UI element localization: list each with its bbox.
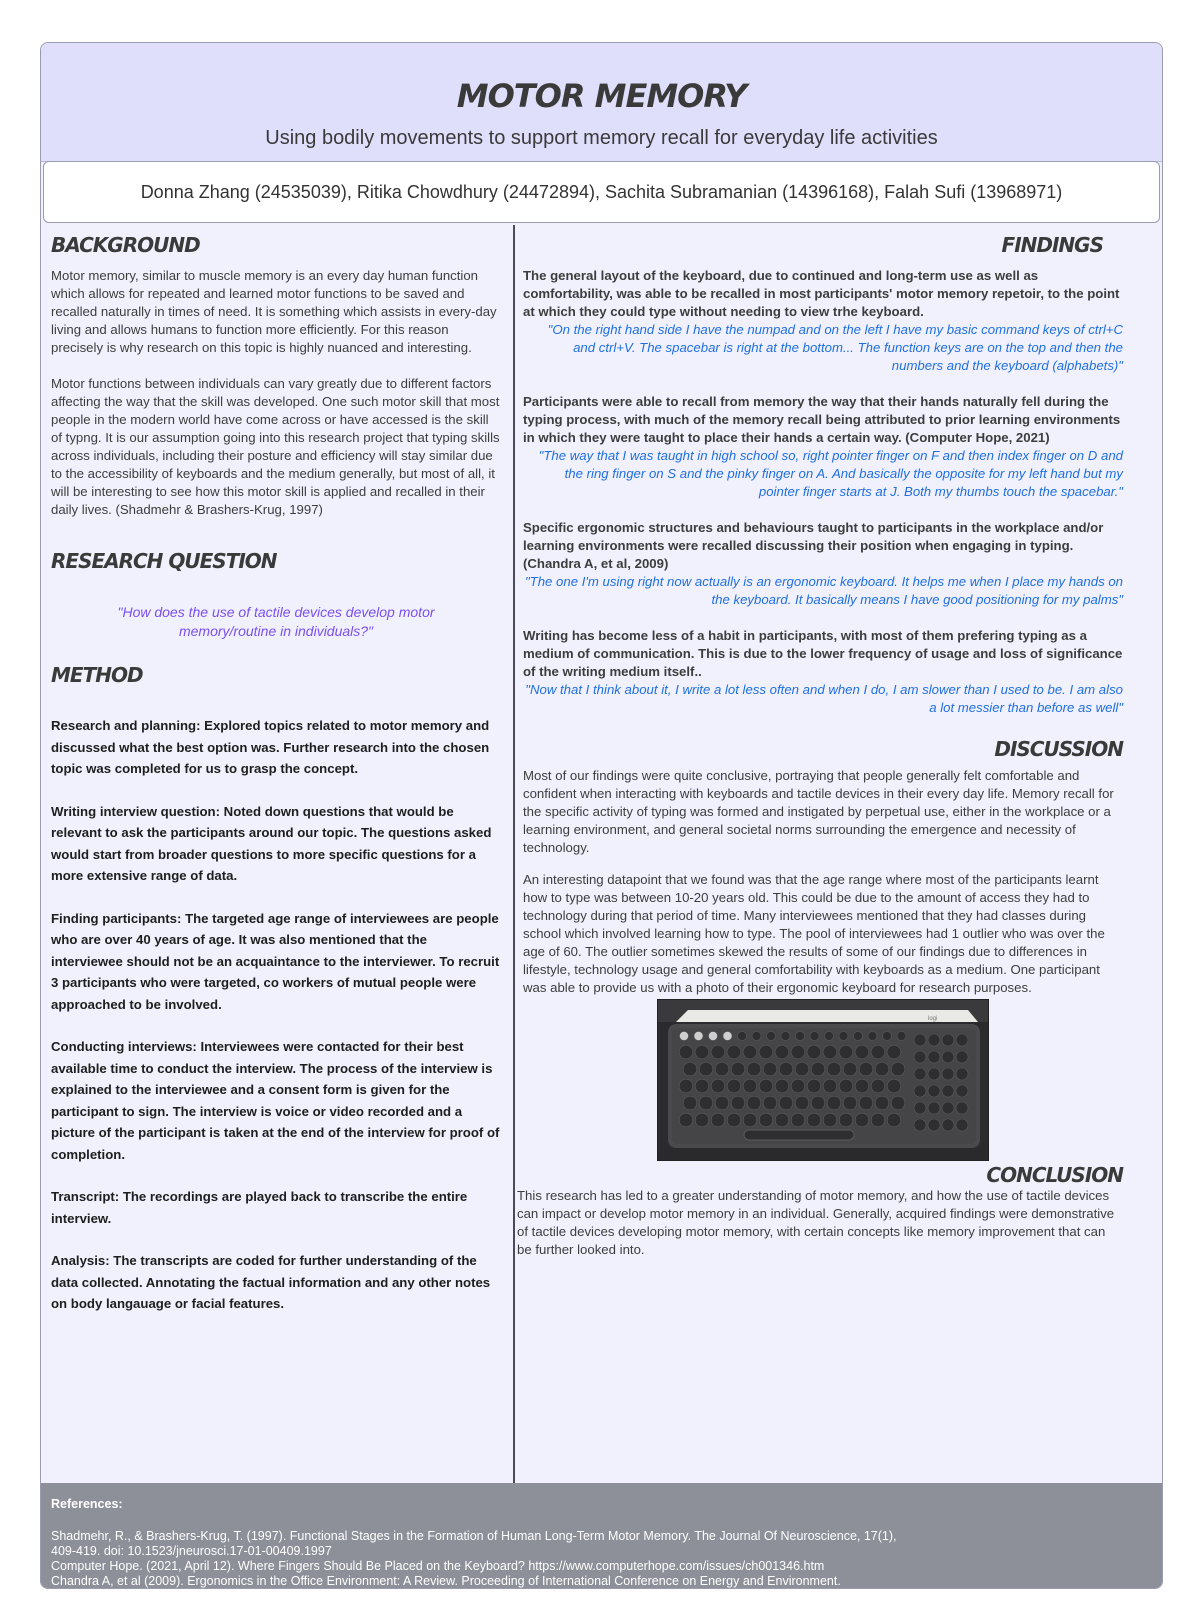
conclusion-text: This research has led to a greater understanding of motor memory, and how the use of tactile devices can impact or develop motor memory in an individual. Generally, acquired findings were demonstrative of tactile devices developing motor memory, with certain concepts like memory improvement that can be further looked into. <box>517 1188 1115 1257</box>
finding-quote: "The way that I was taught in high school so, right pointer finger on F and then index finger on D and the ring finger on S and the pinky finger on A. And basically the opposite for my left hand but my pointer finger starts at J. Both my thumbs touch the spacebar." <box>538 448 1123 499</box>
keyboard-key <box>942 1119 954 1131</box>
keyboard-key <box>795 1062 809 1076</box>
keyboard-key <box>727 1079 741 1093</box>
method-title: METHOD <box>51 663 143 687</box>
keyboard-spacebar <box>744 1130 854 1140</box>
keyboard-photo <box>657 999 989 1161</box>
poster <box>40 42 1163 1589</box>
keyboard-key <box>942 1085 954 1097</box>
keyboard-key <box>679 1045 693 1059</box>
keyboard-key <box>781 1032 790 1041</box>
conclusion-title: CONCLUSION <box>986 1163 1123 1187</box>
method-item-participants: Finding participants: The targeted age range of interviewees are people who are over 40 years of age. It was also mentioned that the interviewee should not be an acquaintance to the interviewer. To recruit 3 participants who were targeted, co workers of mutual people were approached to be involved. <box>51 910 500 1012</box>
keyboard-key <box>767 1032 776 1041</box>
keyboard-key <box>871 1113 885 1127</box>
keyboard-key <box>694 1032 703 1041</box>
keyboard-key <box>891 1062 905 1076</box>
keyboard-key <box>711 1045 725 1059</box>
keyboard-key <box>738 1032 747 1041</box>
keyboard-key <box>928 1051 940 1063</box>
keyboard-key <box>711 1079 725 1093</box>
keyboard-key <box>855 1113 869 1127</box>
keyboard-key <box>723 1032 732 1041</box>
finding-block <box>523 393 1123 501</box>
keyboard-key <box>839 1113 853 1127</box>
keyboard-key <box>956 1034 968 1046</box>
keyboard-key <box>914 1119 926 1131</box>
keyboard-key <box>928 1034 940 1046</box>
reference-line: Shadmehr, R., & Brashers-Krug, T. (1997). Functional Stages in the Formation of Human Long-Term Motor Memory. The Journal Of Neuroscience, 17(1), <box>51 1529 897 1543</box>
keyboard-key <box>810 1032 819 1041</box>
keyboard-key <box>928 1068 940 1080</box>
right-column <box>517 233 1123 1259</box>
method-item-interviews: Conducting interviews: Interviewees were contacted for their best available time to conduct the interview. The process of the interview is explained to the interviewee and a consent form is given for the participant to sign. The interview is voice or video recorded and a picture of the participant is taken at the end of the interview for proof of completion. <box>51 1039 500 1162</box>
keyboard-key <box>839 1045 853 1059</box>
keyboard-key <box>683 1062 697 1076</box>
keyboard-key <box>715 1062 729 1076</box>
keyboard-key <box>914 1085 926 1097</box>
keyboard-key <box>747 1062 761 1076</box>
keyboard-key <box>897 1032 906 1041</box>
keyboard-key <box>956 1068 968 1080</box>
keyboard-key <box>796 1032 805 1041</box>
authors-box <box>43 161 1160 223</box>
keyboard-image <box>658 1000 988 1160</box>
keyboard-key <box>956 1085 968 1097</box>
keyboard-key <box>791 1113 805 1127</box>
keyboard-key <box>883 1032 892 1041</box>
keyboard-key <box>711 1113 725 1127</box>
background-title: BACKGROUND <box>51 233 200 257</box>
keyboard-key <box>928 1085 940 1097</box>
keyboard-key <box>914 1102 926 1114</box>
keyboard-key <box>715 1096 729 1110</box>
keyboard-key <box>914 1051 926 1063</box>
keyboard-key <box>743 1045 757 1059</box>
keyboard-key <box>942 1051 954 1063</box>
keyboard-key <box>868 1032 877 1041</box>
keyboard-key <box>843 1096 857 1110</box>
keyboard-key <box>942 1034 954 1046</box>
keyboard-key <box>695 1113 709 1127</box>
finding-block <box>523 627 1123 717</box>
method-item-questions: Writing interview question: Noted down questions that would be relevant to ask the participants around our topic. The questions asked would start from broader questions to more specific questions for a more extensive range of data. <box>51 803 492 883</box>
method-item-analysis: Analysis: The transcripts are coded for further understanding of the data collected. Annotating the factual information and any other notes on body langauage or facial features. <box>51 1253 491 1311</box>
keyboard-key <box>779 1096 793 1110</box>
keyboard-key <box>695 1045 709 1059</box>
keyboard-key <box>731 1096 745 1110</box>
keyboard-key <box>887 1045 901 1059</box>
keyboard-key <box>843 1062 857 1076</box>
keyboard-key <box>807 1079 821 1093</box>
keyboard-key <box>811 1062 825 1076</box>
keyboard-key <box>914 1068 926 1080</box>
keyboard-key <box>928 1119 940 1131</box>
keyboard-key <box>775 1045 789 1059</box>
keyboard-key <box>811 1096 825 1110</box>
left-column <box>51 233 501 1336</box>
keyboard-key <box>680 1032 689 1041</box>
keyboard-key <box>859 1096 873 1110</box>
keyboard-key <box>695 1079 709 1093</box>
finding-text: Participants were able to recall from memory the way that their hands naturally fell during the typing process, with much of the memory recall being attributed to prior learning environments in which they were taught to place their hands a certain way. (Computer Hope, 2021) <box>523 394 1121 445</box>
background-paragraph-2: Motor functions between individuals can vary greatly due to different factors affecting the way that the skill was developed. One such motor skill that most people in the modern world have come across or have accessed is the skill of typng. It is our assumption going into this research project that typing skills across individuals, including their posture and efficiency will stay similar due to the accessibility of keyboards and the medium generally, but most of all, it will be interesting to see how this motor skill is applied and recalled in their daily lives. (Shadmehr & Brashers-Krug, 1997) <box>51 376 500 517</box>
keyboard-key <box>887 1079 901 1093</box>
keyboard-key <box>679 1079 693 1093</box>
keyboard-key <box>827 1096 841 1110</box>
keyboard-key <box>823 1113 837 1127</box>
keyboard-key <box>839 1079 853 1093</box>
keyboard-key <box>727 1113 741 1127</box>
reference-line: Computer Hope. (2021, April 12). Where Fingers Should Be Placed on the Keyboard? https://www.computerhope.com/issues/ch001346.htm <box>51 1559 825 1573</box>
keyboard-key <box>956 1119 968 1131</box>
discussion-title: DISCUSSION <box>994 737 1123 761</box>
keyboard-key <box>942 1102 954 1114</box>
keyboard-key <box>775 1113 789 1127</box>
background-paragraph-1: Motor memory, similar to muscle memory is an every day human function which allows for repeated and learned motor functions to be saved and recalled naturally in times of need. It is something which assists in every-day living and allows humans to function more efficiently. For this reason precisely is why research on this topic is highly nuanced and interesting. <box>51 268 497 355</box>
keyboard-key <box>791 1045 805 1059</box>
keyboard-brand-label: logi <box>928 1016 938 1022</box>
finding-quote: "The one I'm using right now actually is an ergonomic keyboard. It helps me when I place my hands on the keyboard. It basically means I have good positioning for my palms" <box>524 574 1123 607</box>
method-item-research: Research and planning: Explored topics related to motor memory and discussed what the best option was. Further research into the chosen topic was completed for us to grasp the concept. <box>51 718 490 776</box>
discussion-paragraph-2: An interesting datapoint that we found was that the age range where most of the participants learnt how to type was between 10-20 years old. This could be due to the amount of access they had to technology during that period of time. Many interviewees mentioned that they had classes during school which involved learning how to type. The pool of interviewees had 1 outlier who was over the age of 60. The outlier sometimes skewed the results of some of our findings due to differences in lifestyle, technology usage and general comfortability with keyboards as a medium. One participant was able to provide us with a photo of their ergonomic keyboard for research purposes. <box>523 872 1105 995</box>
keyboard-key <box>683 1096 697 1110</box>
keyboard-key <box>823 1045 837 1059</box>
keyboard-key <box>823 1079 837 1093</box>
keyboard-key <box>891 1096 905 1110</box>
keyboard-key <box>825 1032 834 1041</box>
poster-header <box>41 43 1162 162</box>
keyboard-key <box>763 1096 777 1110</box>
references-section <box>41 1483 1162 1588</box>
keyboard-key <box>779 1062 793 1076</box>
keyboard-key <box>743 1079 757 1093</box>
keyboard-key <box>731 1062 745 1076</box>
findings-title: FINDINGS <box>1001 233 1103 257</box>
keyboard-key <box>775 1079 789 1093</box>
keyboard-key <box>807 1045 821 1059</box>
keyboard-key <box>839 1032 848 1041</box>
keyboard-key <box>956 1051 968 1063</box>
keyboard-key <box>887 1113 901 1127</box>
keyboard-key <box>827 1062 841 1076</box>
keyboard-key <box>759 1113 773 1127</box>
keyboard-key <box>859 1062 873 1076</box>
finding-text: Specific ergonomic structures and behaviours taught to participants in the workplace and/or learning environments were recalled discussing their position when engaging in typing. (Chandra A, et al, 2009) <box>523 520 1104 571</box>
authors-text: Donna Zhang (24535039), Ritika Chowdhury (24472894), Sachita Subramanian (14396168), Falah Sufi (13968971) <box>140 181 1063 202</box>
keyboard-key <box>795 1096 809 1110</box>
research-question-title: RESEARCH QUESTION <box>51 549 277 573</box>
keyboard-key <box>709 1032 718 1041</box>
keyboard-key <box>871 1045 885 1059</box>
keyboard-key <box>763 1062 777 1076</box>
finding-quote: "On the right hand side I have the numpad and on the left I have my basic command keys of ctrl+C and ctrl+V. The spacebar is right at the bottom... The function keys are on the top and then the numbers and the keyboard (alphabets)" <box>547 322 1123 373</box>
keyboard-key <box>928 1102 940 1114</box>
poster-subtitle: Using bodily movements to support memory recall for everyday life activities <box>265 127 938 149</box>
keyboard-key <box>871 1079 885 1093</box>
keyboard-key <box>759 1045 773 1059</box>
finding-quote: "Now that I think about it, I write a lot less often and when I do, I am slower than I used to be. I am also a lot messier than before as well" <box>525 682 1123 715</box>
keyboard-key <box>956 1102 968 1114</box>
keyboard-key <box>875 1062 889 1076</box>
keyboard-key <box>855 1045 869 1059</box>
discussion-paragraph-1: Most of our findings were quite conclusive, portraying that people generally felt comfortable and confident when interacting with keyboards and tactile devices in their every day life. Memory recall for the specific activity of typing was formed and instigated by perpetual use, either in the workplace or a learning environment, and general societal norms surrounding the emergence and necessity of technology. <box>523 768 1114 855</box>
method-item-transcript: Transcript: The recordings are played back to transcribe the entire interview. <box>51 1189 468 1226</box>
finding-block <box>523 267 1123 375</box>
keyboard-key <box>727 1045 741 1059</box>
method-list <box>51 715 501 1315</box>
references-heading: References: <box>51 1497 123 1511</box>
poster-title: MOTOR MEMORY <box>456 77 747 115</box>
keyboard-key <box>759 1079 773 1093</box>
reference-line: Chandra A, et al (2009). Ergonomics in the Office Environment: A Review. Proceeding of International Conference on Energy and Environment. <box>51 1574 841 1588</box>
keyboard-key <box>855 1079 869 1093</box>
keyboard-key <box>699 1096 713 1110</box>
finding-block <box>523 519 1123 609</box>
keyboard-key <box>942 1068 954 1080</box>
keyboard-key <box>791 1079 805 1093</box>
keyboard-key <box>699 1062 713 1076</box>
keyboard-key <box>854 1032 863 1041</box>
keyboard-key <box>914 1034 926 1046</box>
keyboard-key <box>807 1113 821 1127</box>
keyboard-key <box>743 1113 757 1127</box>
reference-line: 409-419. doi: 10.1523/jneurosci.17-01-00409.1997 <box>51 1544 332 1558</box>
keyboard-key <box>752 1032 761 1041</box>
keyboard-key <box>875 1096 889 1110</box>
finding-text: The general layout of the keyboard, due to continued and long-term use as well as comfortability, was able to be recalled in most participants' motor memory repetoir, to the point at which they could type without needing to view trhe keyboard. <box>523 268 1120 319</box>
finding-text: Writing has become less of a habit in participants, with most of them prefering typing as a medium of communication. This is due to the lower frequency of usage and loss of significance of the writing medium itself.. <box>523 628 1123 679</box>
column-divider <box>513 225 515 1483</box>
research-question-text: "How does the use of tactile devices develop motor memory/routine in individuals?" <box>117 604 435 639</box>
keyboard-key <box>679 1113 693 1127</box>
keyboard-key <box>747 1096 761 1110</box>
